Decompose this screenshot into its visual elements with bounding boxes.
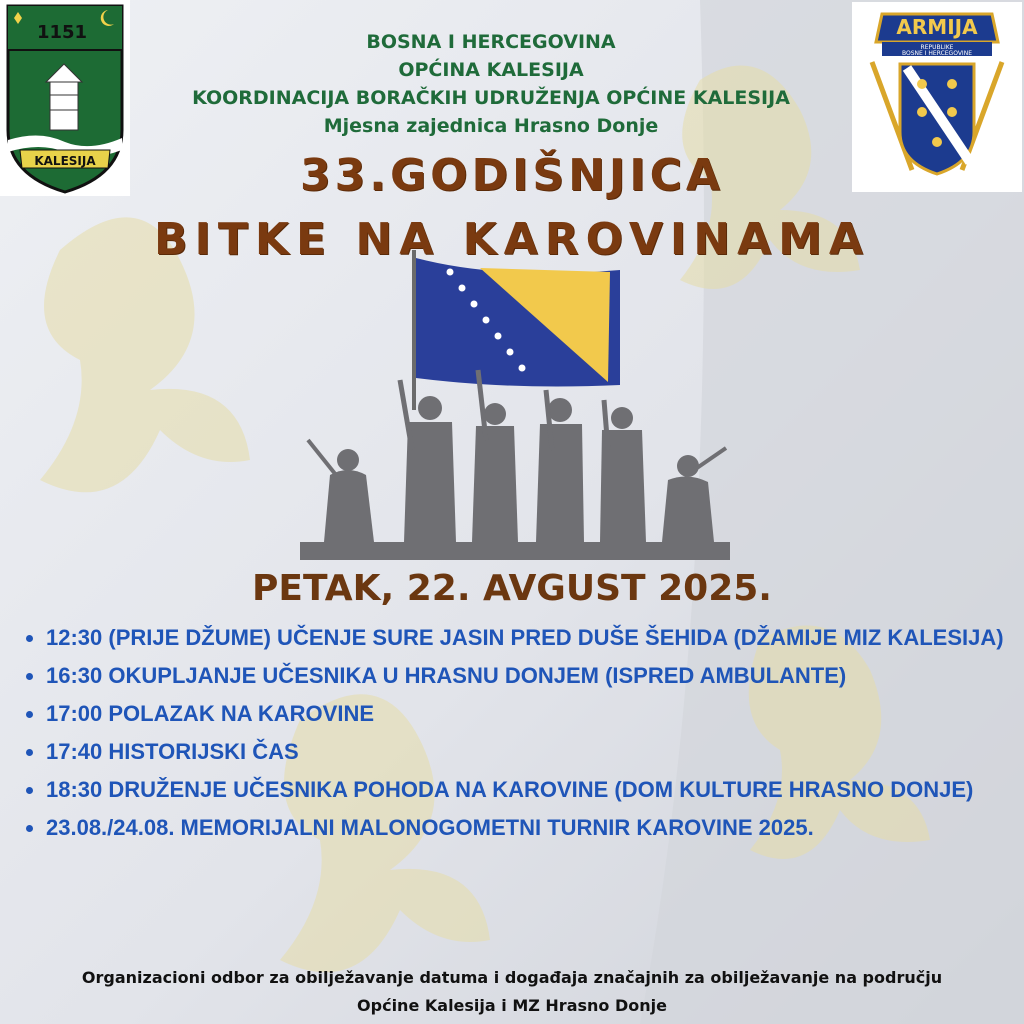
event-title-line-2: BITKE NA KAROVINAMA [154,214,870,265]
crest-year: 1151 [36,22,88,43]
event-date: PETAK, 22. AVGUST 2025. [252,568,772,609]
program-item: • 18:30 DRUŽENJE UČESNIKA POHODA NA KAROVINE (DOM KULTURE HRASNO DONJE) [46,772,1024,808]
program-item: • 12:30 (PRIJE DŽUME) UČENJE SURE JASIN PRED DUŠE ŠEHIDA (DŽAMIJE MIZ KALESIJA) [46,620,1024,656]
program-item: • 17:00 POLAZAK NA KAROVINE [46,696,1024,732]
armija-word: ARMIJA [896,15,978,39]
armija-subtitle-2: BOSNE I HERCEGOVINE [902,50,972,57]
footer-line-1: Organizacioni odbor za obilježavanje datuma i događaja značajnih za obilježavanje na području [81,968,943,987]
soldiers-with-flag-illustration [290,250,740,570]
armija-subtitle-1: REPUBLIKE [920,44,954,51]
program-item: • 16:30 OKUPLJANJE UČESNIKA U HRASNU DONJEM (ISPRED AMBULANTE) [46,658,1024,694]
header-municipality: OPĆINA KALESIJA [398,59,584,81]
crest-name: KALESIJA [34,154,96,168]
header-country: BOSNA I HERCEGOVINA [366,31,616,53]
soldier-silhouettes-icon [300,370,730,560]
program-list [18,620,1024,848]
footer-organizer [20,964,1004,1020]
event-title-line-1: 33.GODIŠNJICA [300,150,724,201]
header-coordination: KOORDINACIJA BORAČKIH UDRUŽENJA OPĆINE KALESIJA [192,87,790,109]
footer-line-2: Općine Kalesija i MZ Hrasno Donje [357,996,667,1015]
program-item: • 17:40 HISTORIJSKI ČAS [46,734,1024,770]
header-community: Mjesna zajednica Hrasno Donje [323,115,659,137]
program-item: • 23.08./24.08. MEMORIJALNI MALONOGOMETNI TURNIR KAROVINE 2025. [46,810,1024,846]
header-block [130,28,852,140]
